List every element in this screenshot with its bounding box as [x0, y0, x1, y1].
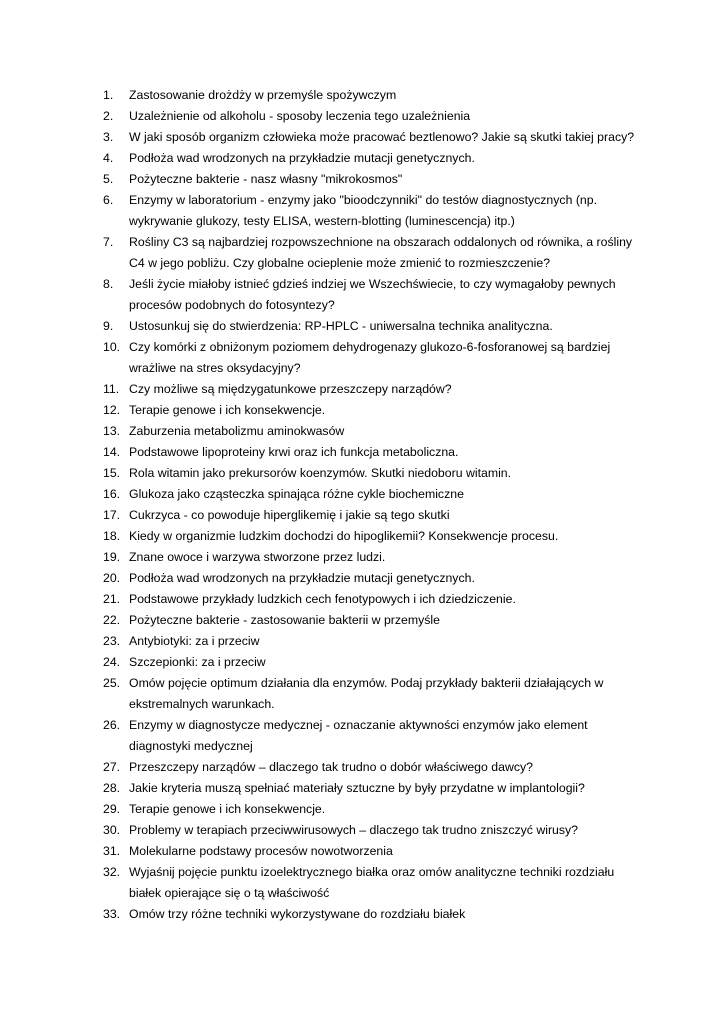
item-number: 26.: [103, 718, 121, 732]
item-number: 2.: [103, 109, 114, 123]
item-number: 29.: [103, 802, 121, 816]
topic-list: [103, 85, 643, 925]
item-number: 28.: [103, 781, 121, 795]
list-item: [103, 127, 643, 148]
item-text: Kiedy w organizmie ludzkim dochodzi do hipoglikemii? Konsekwencje procesu.: [129, 529, 559, 543]
item-number: 21.: [103, 592, 121, 606]
list-item: [103, 505, 643, 526]
item-number: 22.: [103, 613, 121, 627]
item-number: 12.: [103, 403, 121, 417]
list-item: [103, 778, 643, 799]
item-text: Szczepionki: za i przeciw: [129, 655, 266, 669]
item-number: 23.: [103, 634, 121, 648]
item-number: 7.: [103, 235, 114, 249]
item-text: Uzależnienie od alkoholu - sposoby leczenia tego uzależnienia: [129, 109, 471, 123]
item-text: Znane owoce i warzywa stworzone przez ludzi.: [129, 550, 386, 564]
item-number: 33.: [103, 907, 121, 921]
item-text: Rola witamin jako prekursorów koenzymów. Skutki niedoboru witamin.: [129, 466, 512, 480]
list-item: [103, 190, 643, 232]
list-item: [103, 904, 643, 925]
list-item: [103, 463, 643, 484]
list-item: [103, 610, 643, 631]
item-number: 25.: [103, 676, 121, 690]
item-number: 11.: [103, 382, 120, 396]
item-number: 10.: [103, 340, 121, 354]
item-text: Czy możliwe są międzygatunkowe przeszczepy narządów?: [129, 382, 452, 396]
list-item: [103, 169, 643, 190]
item-number: 30.: [103, 823, 121, 837]
item-text: Jakie kryteria muszą spełniać materiały sztuczne by były przydatne w implantologii?: [129, 781, 585, 795]
list-item: [103, 589, 643, 610]
item-number: 13.: [103, 424, 121, 438]
list-item: [103, 106, 643, 127]
list-item: [103, 85, 643, 106]
item-number: 14.: [103, 445, 121, 459]
item-text: Enzymy w laboratorium - enzymy jako "bioodczynniki" do testów diagnostycznych (np. wykrywanie glukozy, testy ELISA, western-blotting (luminescencja) itp.): [129, 193, 598, 228]
item-number: 9.: [103, 319, 114, 333]
list-item: [103, 421, 643, 442]
item-number: 4.: [103, 151, 114, 165]
item-text: Rośliny C3 są najbardziej rozpowszechnione na obszarach oddalonych od równika, a rośliny C4 w jego pobliżu. Czy globalne ocieplenie może zmienić to rozmieszczenie?: [129, 235, 633, 270]
item-number: 18.: [103, 529, 121, 543]
item-text: Pożyteczne bakterie - zastosowanie bakterii w przemyśle: [129, 613, 440, 627]
list-item: [103, 526, 643, 547]
item-text: Wyjaśnij pojęcie punktu izoelektrycznego białka oraz omów analityczne techniki rozdziału białek opierające się o tą właściwość: [129, 865, 615, 900]
item-text: Ustosunkuj się do stwierdzenia: RP-HPLC - uniwersalna technika analityczna.: [129, 319, 553, 333]
list-item: [103, 631, 643, 652]
item-number: 3.: [103, 130, 114, 144]
item-number: 24.: [103, 655, 121, 669]
list-item: [103, 547, 643, 568]
item-number: 16.: [103, 487, 121, 501]
list-item: [103, 820, 643, 841]
item-text: Enzymy w diagnostycze medycznej - oznaczanie aktywności enzymów jako element diagnostyki medycznej: [129, 718, 588, 753]
item-text: Jeśli życie miałoby istnieć gdzieś indziej we Wszechświecie, to czy wymagałoby pewnych procesów podobnych do fotosyntezy?: [129, 277, 616, 312]
item-text: Antybiotyki: za i przeciw: [129, 634, 260, 648]
list-item: [103, 232, 643, 274]
item-text: Przeszczepy narządów – dlaczego tak trudno o dobór właściwego dawcy?: [129, 760, 533, 774]
list-item: [103, 484, 643, 505]
item-text: W jaki sposób organizm człowieka może pracować beztlenowo? Jakie są skutki takiej pracy?: [129, 130, 635, 144]
item-text: Problemy w terapiach przeciwwirusowych – dlaczego tak trudno zniszczyć wirusy?: [129, 823, 579, 837]
list-item: [103, 652, 643, 673]
item-number: 6.: [103, 193, 114, 207]
item-text: Zastosowanie drożdży w przemyśle spożywczym: [129, 88, 397, 102]
item-number: 32.: [103, 865, 121, 879]
item-number: 20.: [103, 571, 121, 585]
list-item: [103, 757, 643, 778]
item-number: 31.: [103, 844, 121, 858]
item-text: Cukrzyca - co powoduje hiperglikemię i jakie są tego skutki: [129, 508, 450, 522]
item-text: Podłoża wad wrodzonych na przykładzie mutacji genetycznych.: [129, 151, 475, 165]
item-number: 1.: [103, 88, 114, 102]
item-text: Podłoża wad wrodzonych na przykładzie mutacji genetycznych.: [129, 571, 475, 585]
item-text: Terapie genowe i ich konsekwencje.: [129, 403, 326, 417]
list-item: [103, 316, 643, 337]
list-item: [103, 148, 643, 169]
item-number: 8.: [103, 277, 114, 291]
list-item: [103, 337, 643, 379]
item-text: Pożyteczne bakterie - nasz własny "mikrokosmos": [129, 172, 403, 186]
item-text: Czy komórki z obniżonym poziomem dehydrogenazy glukozo-6-fosforanowej są bardziej wrażliwe na stres oksydacyjny?: [129, 340, 611, 375]
item-number: 19.: [103, 550, 121, 564]
list-item: [103, 568, 643, 589]
item-text: Zaburzenia metabolizmu aminokwasów: [129, 424, 345, 438]
item-text: Omów pojęcie optimum działania dla enzymów. Podaj przykłady bakterii działających w ekstremalnych warunkach.: [129, 676, 604, 711]
item-number: 15.: [103, 466, 121, 480]
list-item: [103, 442, 643, 463]
item-text: Podstawowe przykłady ludzkich cech fenotypowych i ich dziedziczenie.: [129, 592, 516, 606]
item-number: 27.: [103, 760, 121, 774]
list-item: [103, 799, 643, 820]
item-text: Terapie genowe i ich konsekwencje.: [129, 802, 326, 816]
item-text: Podstawowe lipoproteiny krwi oraz ich funkcja metaboliczna.: [129, 445, 459, 459]
item-text: Omów trzy różne techniki wykorzystywane do rozdziału białek: [129, 907, 466, 921]
list-item: [103, 841, 643, 862]
list-item: [103, 673, 643, 715]
list-item: [103, 715, 643, 757]
list-item: [103, 274, 643, 316]
item-number: 17.: [103, 508, 121, 522]
item-text: Molekularne podstawy procesów nowotworzenia: [129, 844, 393, 858]
list-item: [103, 862, 643, 904]
item-text: Glukoza jako cząsteczka spinająca różne cykle biochemiczne: [129, 487, 464, 501]
list-item: [103, 379, 643, 400]
list-item: [103, 400, 643, 421]
item-number: 5.: [103, 172, 114, 186]
